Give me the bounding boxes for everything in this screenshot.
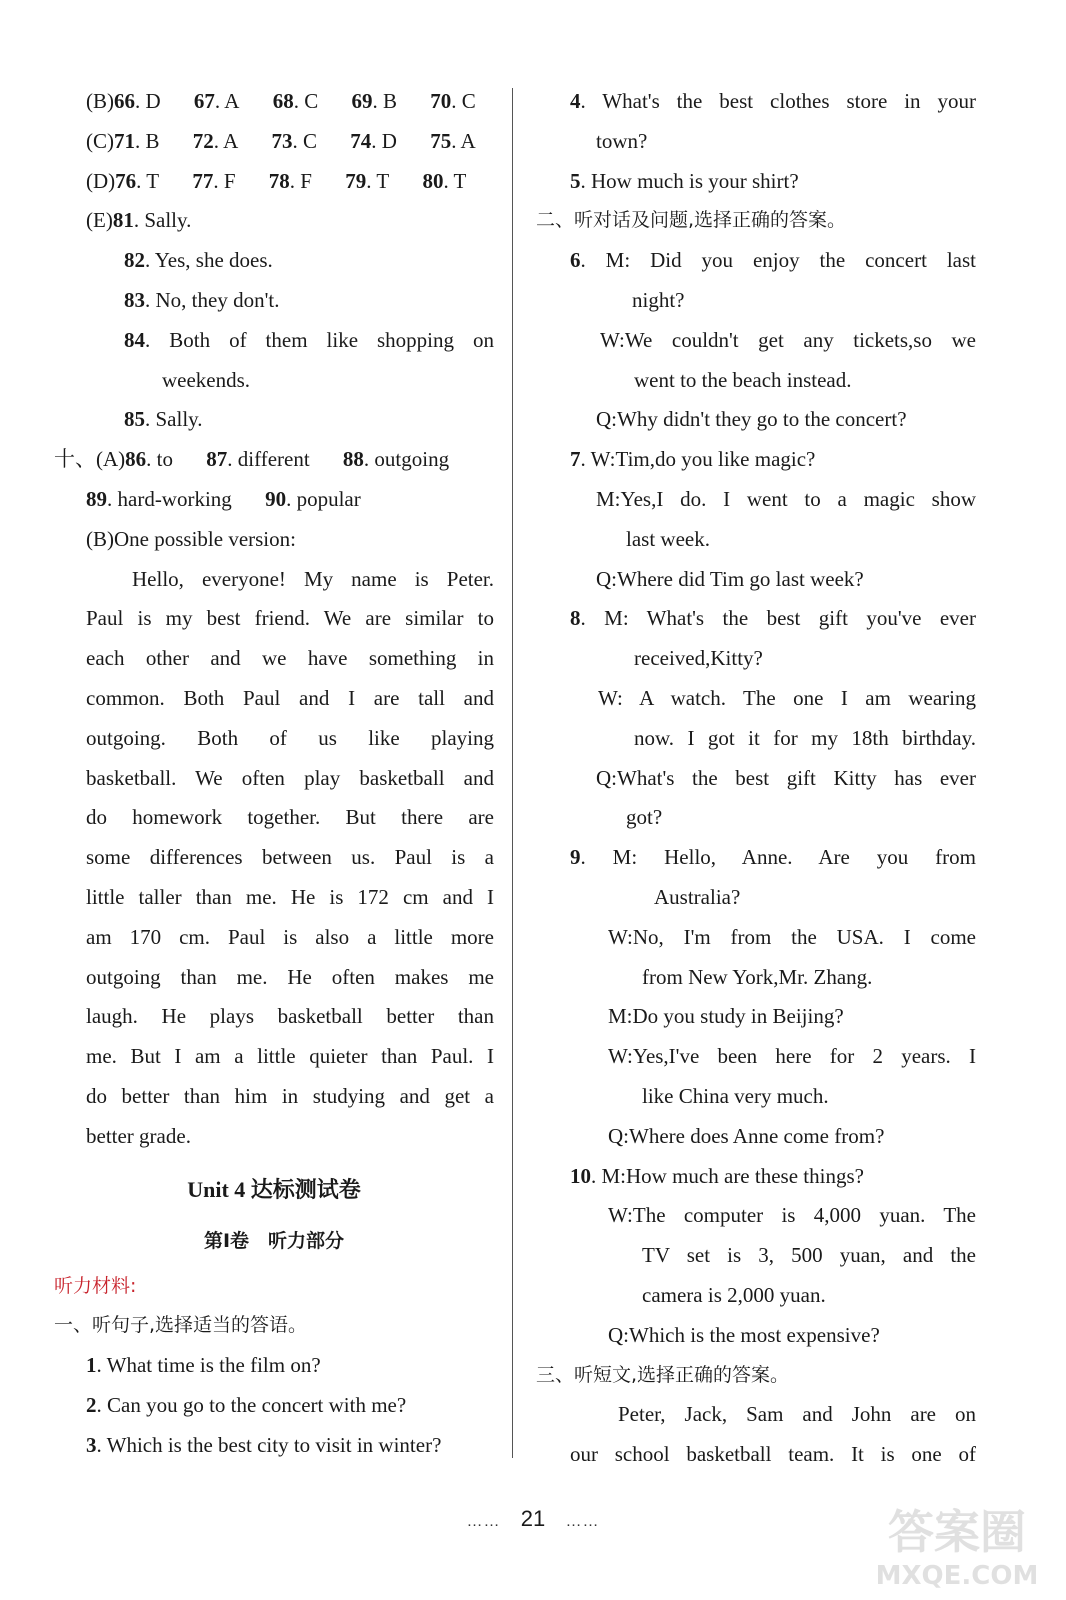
listening-material-label: 听力材料: xyxy=(54,1274,137,1297)
essay-line-11: outgoing than me. He often makes me xyxy=(86,964,494,989)
question-9-line-5: M:Do you study in Beijing? xyxy=(608,1004,844,1029)
essay-line-8: some differences between us. Paul is a xyxy=(86,845,494,870)
essay-line-7: do homework together. But there are xyxy=(86,805,494,830)
essay-line-10: am 170 cm. Paul is also a little more xyxy=(86,924,494,949)
answer-82: 82. Yes, she does. xyxy=(124,248,273,273)
essay-line-13: me. But I am a little quieter than Paul. I xyxy=(86,1044,494,1069)
essay-line-1: Hello, everyone! My name is Peter. xyxy=(132,566,494,591)
right-column xyxy=(536,82,976,1475)
question-6-line-4: went to the beach instead. xyxy=(634,367,852,392)
section-3-heading: 三、听短文,选择正确的答案。 xyxy=(536,1363,790,1386)
section-2-heading: 二、听对话及问题,选择正确的答案。 xyxy=(536,209,847,232)
question-10-line-5: Q:Which is the most expensive? xyxy=(608,1322,880,1347)
essay-line-14: do better than him in studying and get a xyxy=(86,1083,494,1108)
question-9-line-3: W:No, I'm from the USA. I come xyxy=(608,924,976,949)
question-7-line-2: M:Yes,I do. I went to a magic show xyxy=(596,486,976,511)
answer-83: 83. No, they don't. xyxy=(124,287,280,312)
question-8-line-3: W: A watch. The one I am wearing xyxy=(598,685,976,710)
question-9-line-7: like China very much. xyxy=(642,1083,829,1108)
answer-85: 85. Sally. xyxy=(124,407,203,432)
answer-row-d: (D)76. T 77. F 78. F 79. T 80. T xyxy=(86,168,467,193)
question-6-line-3: W:We couldn't get any tickets,so we xyxy=(600,327,976,352)
answer-row-c: (C)71. B 72. A 73. C 74. D 75. A xyxy=(86,128,476,153)
essay-line-6: basketball. We often play basketball and xyxy=(86,765,494,790)
question-4-cont: town? xyxy=(596,128,648,153)
unit-title: Unit 4 达标测试卷 xyxy=(187,1176,361,1202)
question-10-line-2: W:The computer is 4,000 yuan. The xyxy=(608,1203,976,1228)
question-7-line-4: Q:Where did Tim go last week? xyxy=(596,566,864,591)
essay-line-5: outgoing. Both of us like playing xyxy=(86,725,494,750)
question-8-line-6: got? xyxy=(626,805,663,830)
question-7: 7. W:Tim,do you like magic? xyxy=(570,447,816,472)
question-10-line-4: camera is 2,000 yuan. xyxy=(642,1282,826,1307)
watermark-url: MXQE.COM xyxy=(875,1561,1039,1591)
question-9-line-6: W:Yes,I've been here for 2 years. I xyxy=(608,1044,976,1069)
question-8-line-2: received,Kitty? xyxy=(634,646,763,671)
answer-84: 84. Both of them like shopping on xyxy=(124,327,494,352)
footer-dots-right: …… xyxy=(565,1513,600,1530)
version-label: (B)One possible version: xyxy=(86,526,296,551)
question-10-line-3: TV set is 3, 500 yuan, and the xyxy=(642,1243,976,1268)
essay-line-4: common. Both Paul and I are tall and xyxy=(86,685,494,710)
essay-line-15: better grade. xyxy=(86,1123,191,1148)
essay-line-9: little taller than me. He is 172 cm and I xyxy=(86,884,494,909)
passage-line-2: our school basketball team. It is one of xyxy=(570,1442,976,1467)
section-10-a: 十、(A)86. to 87. different 88. outgoing xyxy=(54,447,450,472)
footer-dots-left: …… xyxy=(466,1513,501,1530)
question-9-line-8: Q:Where does Anne come from? xyxy=(608,1123,885,1148)
passage-line-1: Peter, Jack, Sam and John are on xyxy=(618,1402,976,1427)
part-title: 第Ⅰ卷 听力部分 xyxy=(203,1229,345,1252)
question-6: 6. M: Did you enjoy the concert last xyxy=(570,248,976,273)
question-8-line-4: now. I got it for my 18th birthday. xyxy=(634,725,976,750)
question-7-line-3: last week. xyxy=(626,526,710,551)
question-1: 1. What time is the film on? xyxy=(86,1353,321,1378)
section-10-a-cont: 89. hard-working 90. popular xyxy=(86,486,361,511)
answer-81: (E)81. Sally. xyxy=(86,208,192,233)
question-8: 8. M: What's the best gift you've ever xyxy=(570,606,976,631)
question-10: 10. M:How much are these things? xyxy=(570,1163,864,1188)
question-4: 4. What's the best clothes store in your xyxy=(570,89,976,113)
column-divider xyxy=(512,88,513,1458)
answer-84-cont: weekends. xyxy=(162,367,251,392)
question-6-line-5: Q:Why didn't they go to the concert? xyxy=(596,407,907,432)
page-number: 21 xyxy=(520,1506,546,1531)
essay-line-3: each other and we have something in xyxy=(86,646,494,671)
question-9-line-4: from New York,Mr. Zhang. xyxy=(642,964,873,989)
essay-line-12: laugh. He plays basketball better than xyxy=(86,1004,494,1029)
watermark-logo xyxy=(862,1496,1052,1592)
question-6-line-2: night? xyxy=(632,287,685,312)
question-2: 2. Can you go to the concert with me? xyxy=(86,1392,407,1417)
question-9: 9. M: Hello, Anne. Are you from xyxy=(570,845,976,870)
left-column xyxy=(54,82,494,1466)
question-5: 5. How much is your shirt? xyxy=(570,168,799,193)
answer-row-b: (B)66. D 67. A 68. C 69. B 70. C xyxy=(86,89,476,113)
watermark-text: 答案圈 xyxy=(888,1505,1026,1559)
question-8-line-5: Q:What's the best gift Kitty has ever xyxy=(596,765,976,790)
question-9-line-2: Australia? xyxy=(654,884,741,909)
essay-line-2: Paul is my best friend. We are similar to xyxy=(86,606,494,631)
section-1-heading: 一、听句子,选择适当的答语。 xyxy=(54,1314,308,1337)
question-3: 3. Which is the best city to visit in winter? xyxy=(86,1432,442,1457)
